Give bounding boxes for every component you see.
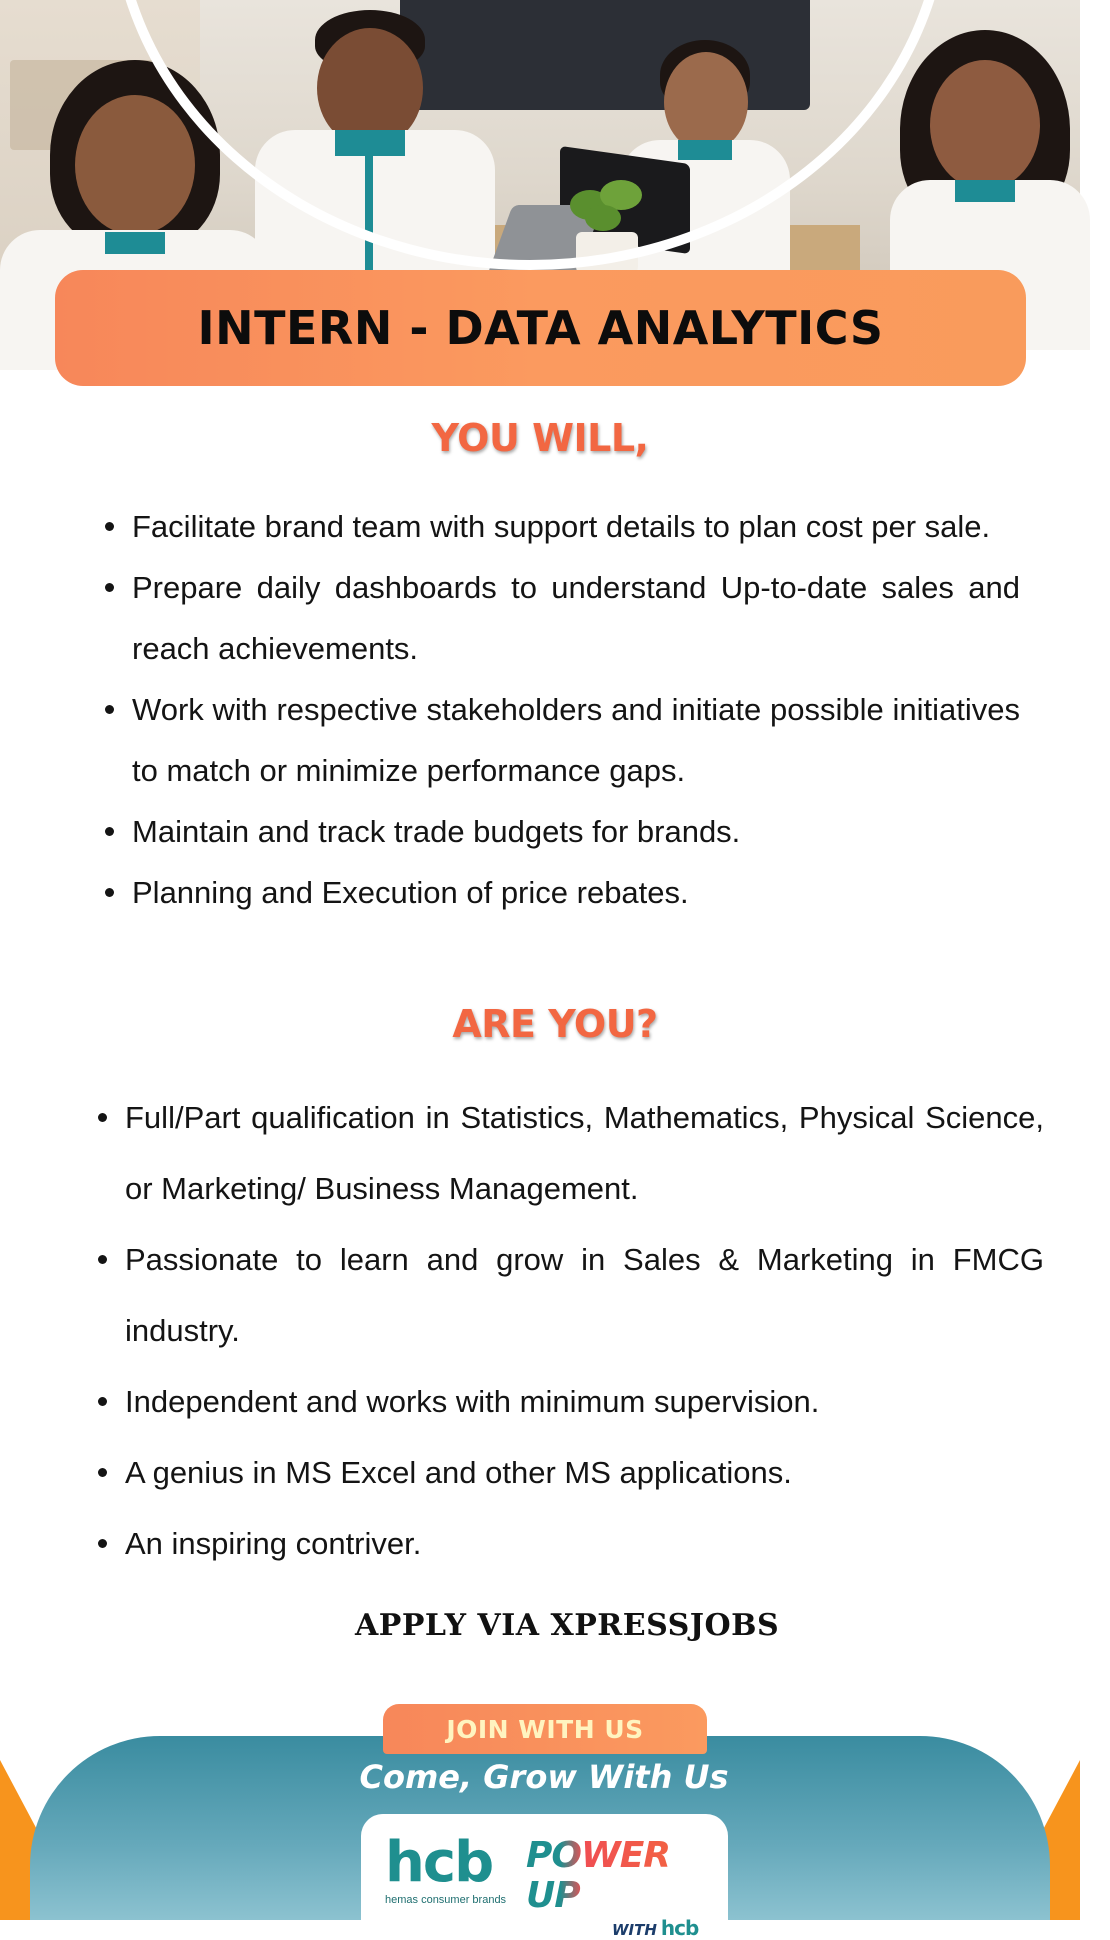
join-label: JOIN WITH US: [446, 1714, 644, 1744]
list-item: Planning and Execution of price rebates.: [132, 862, 1020, 923]
power-up-hcb: hcb: [660, 1916, 699, 1940]
list-item: Full/Part qualification in Statistics, Mathematics, Physical Science, or Marketing/ Business Management.: [125, 1082, 1044, 1224]
list-item: Facilitate brand team with support details to plan cost per sale.: [132, 496, 1020, 557]
list-item: Passionate to learn and grow in Sales & Marketing in FMCG industry.: [125, 1224, 1044, 1366]
title-banner: [55, 270, 1026, 386]
list-item: An inspiring contriver.: [125, 1508, 1044, 1579]
you-will-heading: YOU WILL,: [431, 416, 649, 460]
list-item: Independent and works with minimum supervision.: [125, 1366, 1044, 1437]
power-up-with: WITH: [612, 1921, 657, 1939]
logo-card: [361, 1814, 728, 1940]
list-item: A genius in MS Excel and other MS applications.: [125, 1437, 1044, 1508]
power-up-logo: [526, 1836, 716, 1940]
hcb-logo-subtext: hemas consumer brands: [385, 1894, 507, 1906]
tagline: Come, Grow With Us: [359, 1758, 729, 1796]
are-you-list: [125, 1082, 1044, 1579]
list-item: Work with respective stakeholders and initiate possible initiatives to match or minimize performance gaps.: [132, 679, 1020, 801]
are-you-heading: ARE YOU?: [452, 1002, 658, 1046]
you-will-list: [132, 496, 1020, 923]
apply-text: APPLY VIA XPRESSJOBS: [355, 1608, 780, 1643]
list-item: Maintain and track trade budgets for brands.: [132, 801, 1020, 862]
list-item: Prepare daily dashboards to understand Up-to-date sales and reach achievements.: [132, 557, 1020, 679]
hcb-logo: [385, 1830, 515, 1906]
page-title: INTERN - DATA ANALYTICS: [197, 301, 884, 355]
join-with-us-tab: [383, 1704, 707, 1754]
power-up-text: POWER UP: [526, 1836, 716, 1916]
hcb-logo-text: hcb: [385, 1830, 493, 1895]
